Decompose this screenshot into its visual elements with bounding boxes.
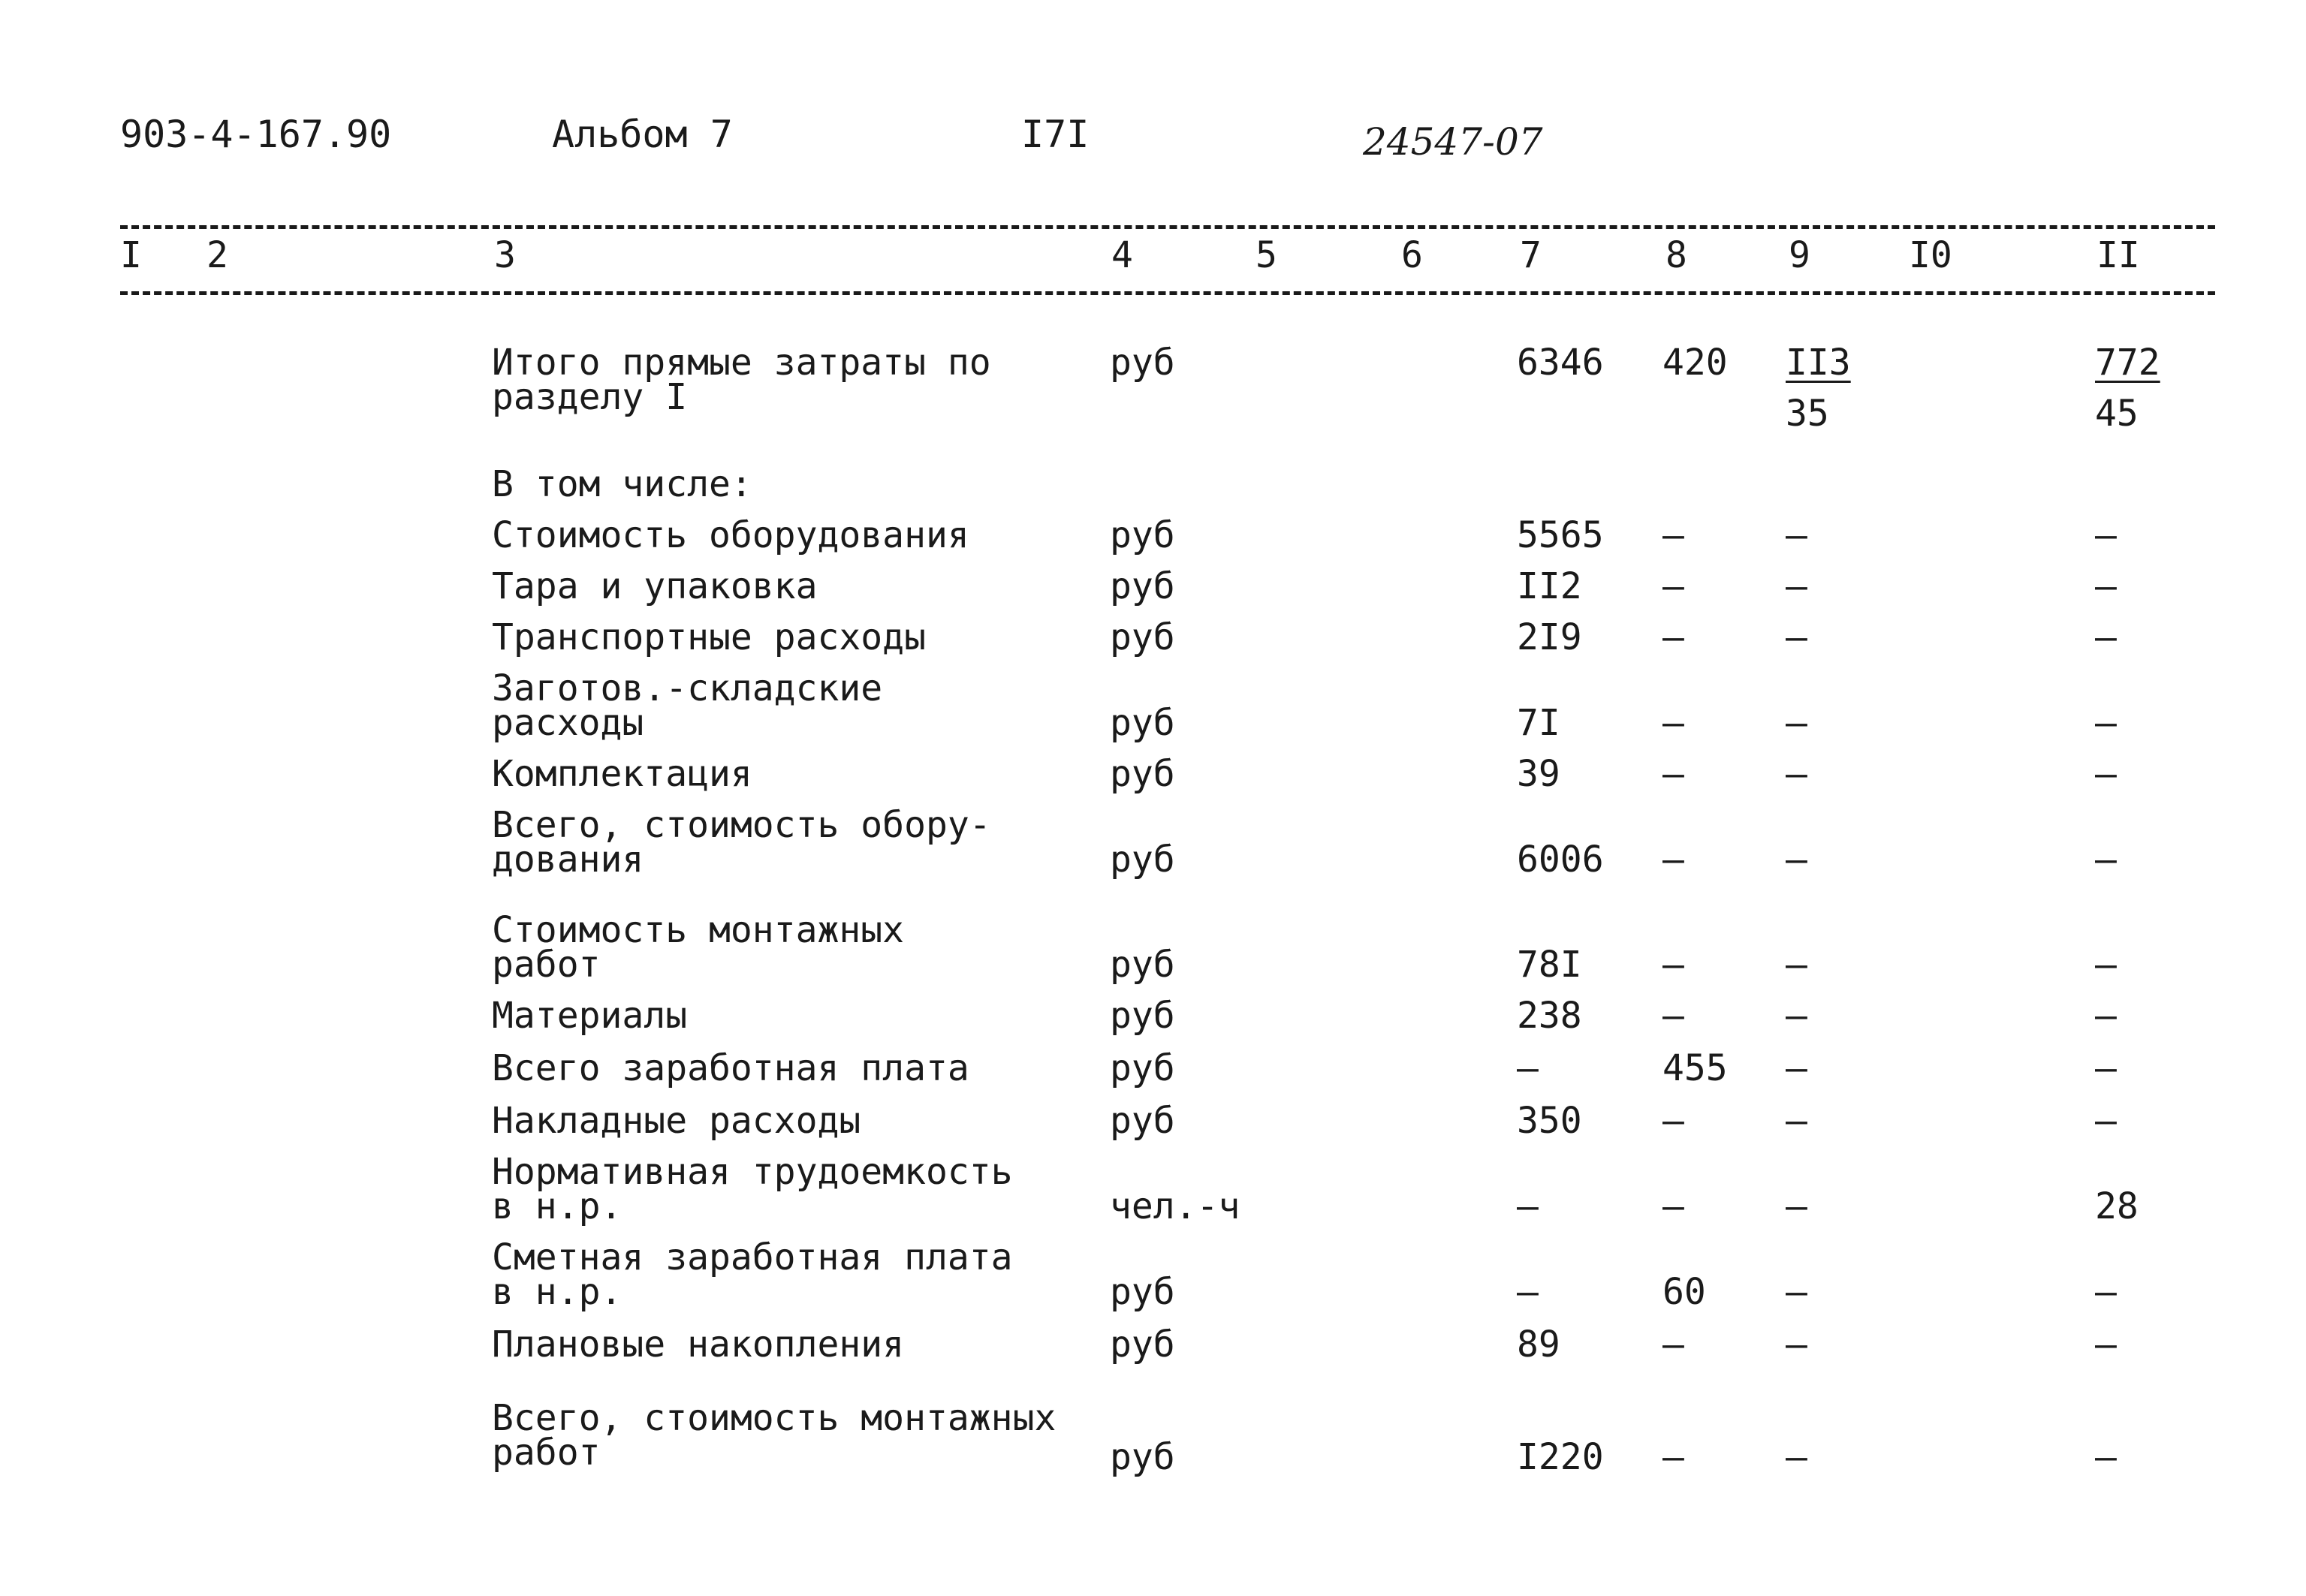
column-number: 4 xyxy=(1111,234,1133,276)
row-col11: – xyxy=(2095,1100,2117,1142)
row-col7: 6006 xyxy=(1517,839,1604,881)
row-description: Всего заработная плата xyxy=(492,1047,969,1089)
row-description: Транспортные расходы xyxy=(492,616,926,658)
row-col11: – xyxy=(2095,616,2117,658)
row-description: Сметная заработная плата в н.р. xyxy=(492,1236,1013,1313)
row-col11: – xyxy=(2095,1047,2117,1089)
row-col11: – xyxy=(2095,1271,2117,1313)
top-dashed-rule xyxy=(120,225,2215,229)
row-unit: чел.-ч xyxy=(1110,1185,1240,1227)
row-unit: руб xyxy=(1110,702,1175,744)
row-col9: – xyxy=(1786,1100,1807,1142)
row-unit: руб xyxy=(1110,1100,1175,1142)
row-description: Итого прямые затраты по разделу I xyxy=(492,342,991,418)
row-col7: I220 xyxy=(1517,1436,1604,1478)
row-col9: – xyxy=(1786,1047,1807,1089)
row-description: Комплектация xyxy=(492,753,752,795)
row-col7: – xyxy=(1517,1047,1539,1089)
row-unit: руб xyxy=(1110,995,1175,1037)
row-col8: – xyxy=(1662,702,1684,744)
row-col7: 39 xyxy=(1517,753,1560,795)
row-col9: – xyxy=(1786,702,1807,744)
row-description: Материалы xyxy=(492,995,688,1037)
row-col7: 6346 xyxy=(1517,342,1604,384)
row-description: Всего, стоимость монтажных работ xyxy=(492,1397,1057,1474)
row-col8: – xyxy=(1662,944,1684,986)
handwritten-code: 24547-07 xyxy=(1363,120,1543,164)
row-col8: – xyxy=(1662,1100,1684,1142)
row-col7: 78I xyxy=(1517,944,1582,986)
row-col9: – xyxy=(1786,944,1807,986)
row-col7: 7I xyxy=(1517,702,1560,744)
row-unit: руб xyxy=(1110,342,1175,384)
row-description: Тара и упаковка xyxy=(492,565,818,607)
row-col7: 89 xyxy=(1517,1323,1560,1366)
row-description: Накладные расходы xyxy=(492,1100,861,1142)
row-col7: 350 xyxy=(1517,1100,1582,1142)
row-col8: – xyxy=(1662,1323,1684,1366)
row-col9: – xyxy=(1786,753,1807,795)
row-col8: – xyxy=(1662,565,1684,607)
document-code: 903-4-167.90 xyxy=(120,113,392,156)
row-col8: – xyxy=(1662,839,1684,881)
row-description: Плановые накопления xyxy=(492,1323,905,1366)
row-col9: – xyxy=(1786,1185,1807,1227)
row-description: Нормативная трудоемкость в н.р. xyxy=(492,1151,1013,1227)
row-col7: 5565 xyxy=(1517,514,1604,556)
row-col11: – xyxy=(2095,514,2117,556)
row-unit: руб xyxy=(1110,753,1175,795)
row-col9-numerator: II3 xyxy=(1786,342,1851,384)
column-number: 3 xyxy=(494,234,516,276)
row-description: Стоимость оборудования xyxy=(492,514,969,556)
row-unit: руб xyxy=(1110,514,1175,556)
row-col8: – xyxy=(1662,514,1684,556)
row-unit: руб xyxy=(1110,565,1175,607)
bottom-dashed-rule xyxy=(120,291,2215,295)
row-col9: – xyxy=(1786,995,1807,1037)
row-unit: руб xyxy=(1110,1323,1175,1366)
column-number: 9 xyxy=(1789,234,1810,276)
row-col11: – xyxy=(2095,1323,2117,1366)
column-number: 7 xyxy=(1520,234,1542,276)
row-col11: – xyxy=(2095,839,2117,881)
row-unit: руб xyxy=(1110,1271,1175,1313)
row-col8: – xyxy=(1662,753,1684,795)
row-col8: – xyxy=(1662,1436,1684,1478)
page-number: I7I xyxy=(1021,113,1090,156)
column-number: 2 xyxy=(206,234,228,276)
row-description: Всего, стоимость обору- дования xyxy=(492,804,991,881)
row-col8: 455 xyxy=(1662,1047,1728,1089)
row-col9-denominator: 35 xyxy=(1786,393,1829,435)
row-description: Стоимость монтажных работ xyxy=(492,909,905,986)
row-col9: – xyxy=(1786,514,1807,556)
column-number: I xyxy=(120,234,142,276)
row-col9: – xyxy=(1786,1323,1807,1366)
row-col9: – xyxy=(1786,1436,1807,1478)
row-col8: 420 xyxy=(1662,342,1728,384)
row-col7: 238 xyxy=(1517,995,1582,1037)
row-col7: – xyxy=(1517,1271,1539,1313)
column-number: 5 xyxy=(1255,234,1277,276)
column-number: I0 xyxy=(1909,234,1952,276)
row-col11-denominator: 45 xyxy=(2095,393,2139,435)
row-col8: 60 xyxy=(1662,1271,1706,1313)
row-col9: – xyxy=(1786,1271,1807,1313)
row-unit: руб xyxy=(1110,839,1175,881)
column-number: 6 xyxy=(1401,234,1423,276)
row-col11: – xyxy=(2095,995,2117,1037)
row-col9: – xyxy=(1786,565,1807,607)
row-col8: – xyxy=(1662,995,1684,1037)
row-col7: 2I9 xyxy=(1517,616,1582,658)
row-col11: 28 xyxy=(2095,1185,2139,1227)
row-col8: – xyxy=(1662,1185,1684,1227)
row-col8: – xyxy=(1662,616,1684,658)
row-unit: руб xyxy=(1110,1047,1175,1089)
row-col9: – xyxy=(1786,839,1807,881)
column-number: 8 xyxy=(1665,234,1687,276)
row-unit: руб xyxy=(1110,944,1175,986)
row-col11-numerator: 772 xyxy=(2095,342,2160,384)
row-col11: – xyxy=(2095,1436,2117,1478)
album-label: Альбом 7 xyxy=(552,113,733,156)
row-col11: – xyxy=(2095,702,2117,744)
row-col11: – xyxy=(2095,565,2117,607)
section-subheading: В том числе: xyxy=(492,463,752,505)
row-col7: II2 xyxy=(1517,565,1582,607)
row-col11: – xyxy=(2095,753,2117,795)
row-description: Заготов.-складские расходы xyxy=(492,667,883,744)
column-number: II xyxy=(2097,234,2140,276)
row-col11: – xyxy=(2095,944,2117,986)
row-unit: руб xyxy=(1110,616,1175,658)
row-col7: – xyxy=(1517,1185,1539,1227)
row-col9: – xyxy=(1786,616,1807,658)
row-unit: руб xyxy=(1110,1436,1175,1478)
